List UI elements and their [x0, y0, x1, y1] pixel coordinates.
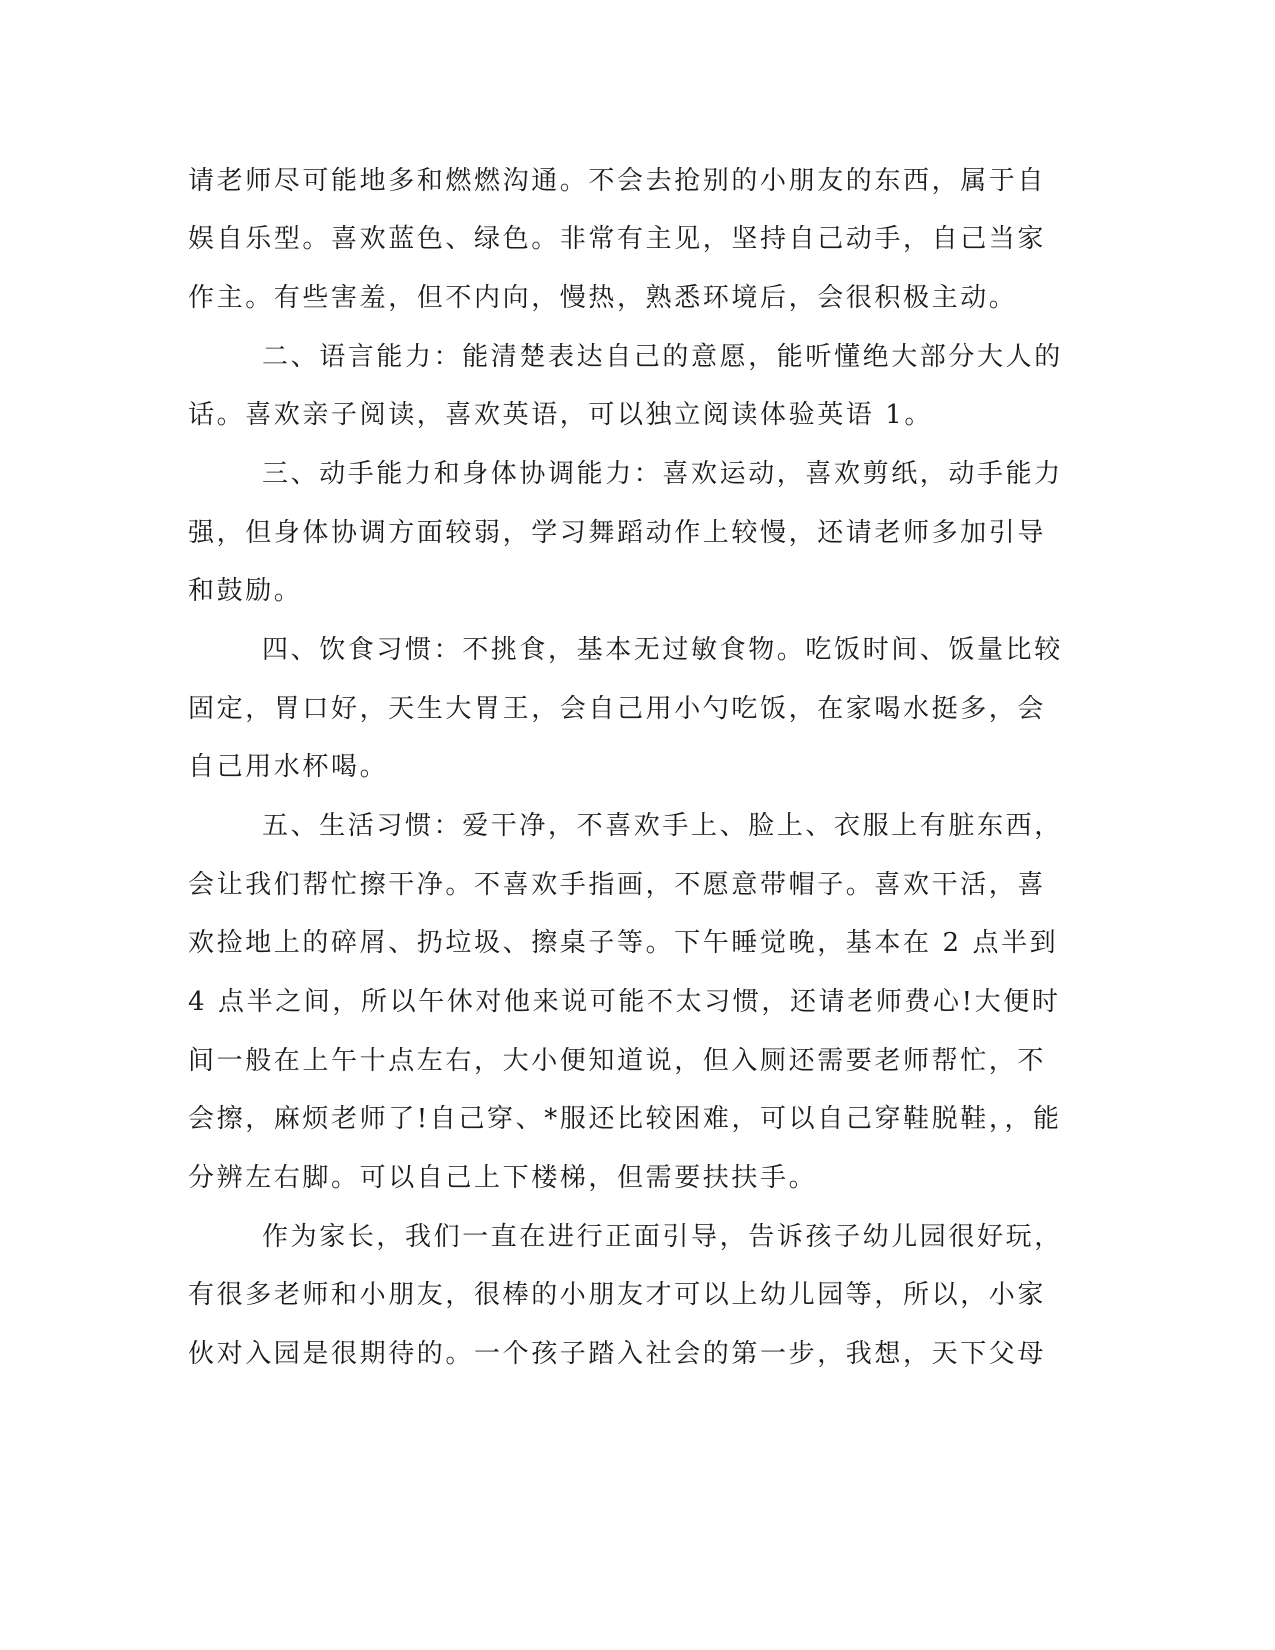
- text-line: 欢捡地上的碎屑、扔垃圾、擦桌子等。下午睡觉晚，基本在 2 点半到: [188, 928, 1059, 958]
- text-line: 娱自乐型。喜欢蓝色、绿色。非常有主见，坚持自己动手，自己当家: [188, 224, 1047, 254]
- section-motor-heading: 三、动手能力和身体协调能力：喜欢运动，喜欢剪纸，动手能力: [262, 459, 1063, 489]
- parent-paragraph-start: 作为家长，我们一直在进行正面引导，告诉孩子幼儿园很好玩，: [262, 1222, 1063, 1252]
- text-line: 自己用水杯喝。: [188, 752, 389, 782]
- section-language-heading: 二、语言能力：能清楚表达自己的意愿，能听懂绝大部分大人的: [262, 342, 1063, 372]
- text-line: 强，但身体协调方面较弱，学习舞蹈动作上较慢，还请老师多加引导: [188, 518, 1047, 548]
- section-habits-heading: 五、生活习惯：爱干净，不喜欢手上、脸上、衣服上有脏东西，: [262, 811, 1063, 841]
- text-line: 和鼓励。: [188, 576, 303, 606]
- text-line: 会擦，麻烦老师了!自己穿、*服还比较困难，可以自己穿鞋脱鞋，，能: [188, 1104, 1062, 1134]
- text-line: 伙对入园是很期待的。一个孩子踏入社会的第一步，我想，天下父母: [188, 1339, 1047, 1369]
- text-line: 有很多老师和小朋友，很棒的小朋友才可以上幼儿园等，所以，小家: [188, 1280, 1047, 1310]
- text-line: 话。喜欢亲子阅读，喜欢英语，可以独立阅读体验英语 1。: [188, 400, 934, 430]
- text-line: 作主。有些害羞，但不内向，慢热，熟悉环境后，会很积极主动。: [188, 283, 1018, 313]
- text-line: 请老师尽可能地多和燃燃沟通。不会去抢别的小朋友的东西，属于自: [188, 166, 1047, 196]
- text-line: 4 点半之间，所以午休对他来说可能不太习惯，还请老师费心!大便时: [188, 987, 1061, 1017]
- text-line: 间一般在上午十点左右，大小便知道说，但入厕还需要老师帮忙，不: [188, 1046, 1047, 1076]
- text-line: 固定，胃口好，天生大胃王，会自己用小勺吃饭，在家喝水挺多，会: [188, 694, 1047, 724]
- section-diet-heading: 四、饮食习惯：不挑食，基本无过敏食物。吃饭时间、饭量比较: [262, 635, 1063, 665]
- text-line: 会让我们帮忙擦干净。不喜欢手指画，不愿意带帽子。喜欢干活，喜: [188, 870, 1047, 900]
- text-line: 分辨左右脚。可以自己上下楼梯，但需要扶扶手。: [188, 1163, 818, 1193]
